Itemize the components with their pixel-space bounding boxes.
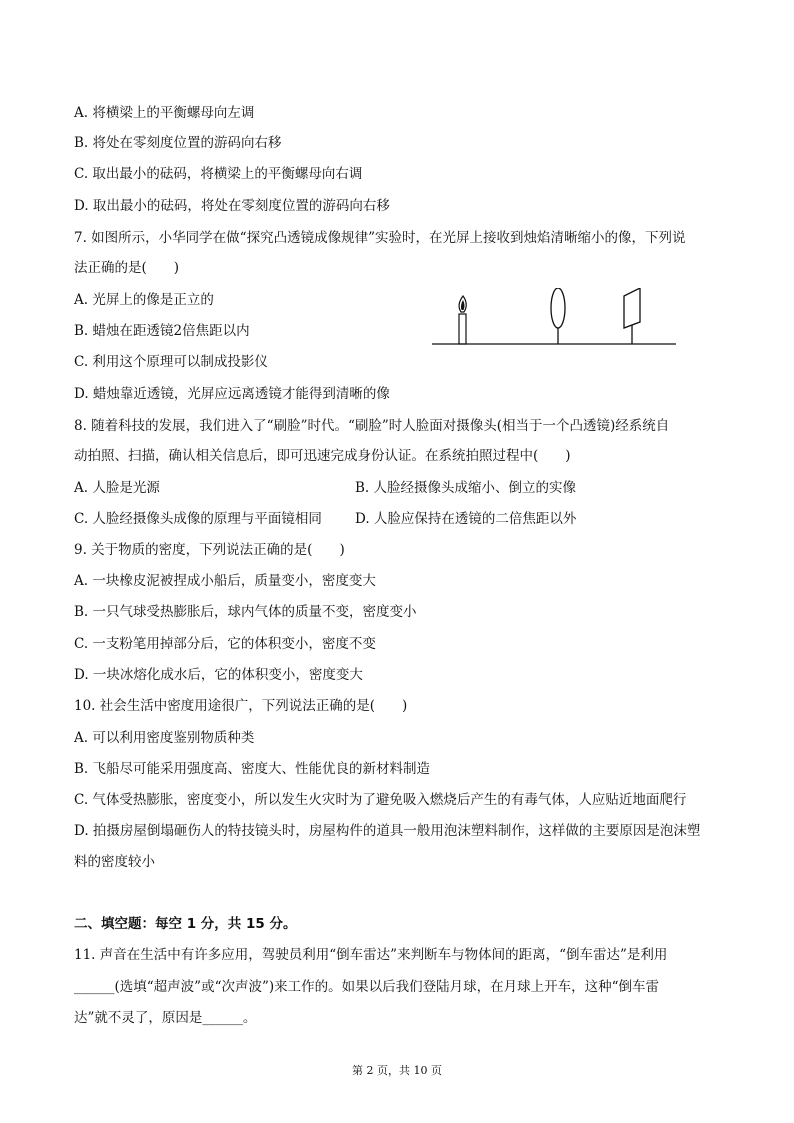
q8-option-a: A. 人脸是光源 [74, 480, 160, 496]
q8-option-d: D. 人脸应保持在透镜的二倍焦距以外 [355, 511, 577, 527]
section-heading: 二、填空题：每空 1 分，共 15 分。 [74, 916, 297, 932]
q11-line3: 达”就不灵了，原因是______。 [74, 1010, 257, 1026]
q8-option-c: C. 人脸经摄像头成像的原理与平面镜相同 [74, 511, 322, 527]
q10-option-b: B. 飞船尽可能采用强度高、密度大、性能优良的新材料制造 [74, 761, 431, 777]
q7-stem-line1: 7. 如图所示，小华同学在做“探究凸透镜成像规律”实验时，在光屏上接收到烛焰清晰缩小的像，下列说 [74, 230, 686, 246]
q9-option-b: B. 一只气球受热膨胀后，球内气体的质量不变，密度变小 [74, 604, 417, 620]
q11-line2: ______(选填“超声波”或“次声波”)来工作的。如果以后我们登陆月球，在月球上开车，这种“倒车雷 [74, 979, 660, 995]
q10-option-a: A. 可以利用密度鉴别物质种类 [74, 730, 255, 746]
q7-option-a: A. 光屏上的像是正立的 [74, 292, 214, 308]
convex-lens-icon [551, 288, 565, 344]
q8-stem-line2: 动拍照、扫描，确认相关信息后，即可迅速完成身份认证。在系统拍照过程中( ) [74, 448, 571, 464]
light-screen-icon [624, 288, 640, 344]
q10-option-d-line1: D. 拍摄房屋倒塌砸伤人的特技镜头时，房屋构件的道具一般用泡沫塑料制作，这样做的主要原因是泡沫塑 [74, 823, 701, 839]
q9-option-c: C. 一支粉笔用掉部分后，它的体积变小，密度不变 [74, 636, 376, 652]
q10-option-c: C. 气体受热膨胀，密度变小，所以发生火灾时为了避免吸入燃烧后产生的有毒气体，人应贴近地面爬行 [74, 792, 687, 808]
q8-option-b: B. 人脸经摄像头成缩小、倒立的实像 [355, 480, 577, 496]
candle-icon [459, 296, 466, 344]
q6-option-b: B. 将处在零刻度位置的游码向右移 [74, 135, 282, 151]
q10-stem: 10. 社会生活中密度用途很广，下列说法正确的是( ) [74, 698, 408, 714]
q6-option-a: A. 将横梁上的平衡螺母向左调 [74, 105, 255, 121]
q6-option-c: C. 取出最小的砝码，将横梁上的平衡螺母向右调 [74, 166, 363, 182]
q7-option-b: B. 蜡烛在距透镜2倍焦距以内 [74, 323, 250, 339]
q9-option-a: A. 一块橡皮泥被捏成小船后，质量变小，密度变大 [74, 573, 376, 589]
q7-stem-line2: 法正确的是( ) [74, 260, 180, 276]
q6-option-d: D. 取出最小的砝码，将处在零刻度位置的游码向右移 [74, 198, 390, 214]
lens-experiment-figure [430, 288, 680, 353]
q7-option-c: C. 利用这个原理可以制成投影仪 [74, 354, 268, 370]
q11-line1: 11. 声音在生活中有许多应用，驾驶员利用“倒车雷达”来判断车与物体间的距离，“倒车雷达”是利用 [74, 947, 668, 963]
q9-stem: 9. 关于物质的密度，下列说法正确的是( ) [74, 542, 345, 558]
page-footer: 第 2 页，共 10 页 [352, 1064, 442, 1077]
q10-option-d-line2: 料的密度较小 [74, 854, 155, 870]
q7-option-d: D. 蜡烛靠近透镜，光屏应远离透镜才能得到清晰的像 [74, 386, 390, 402]
q8-stem-line1: 8. 随着科技的发展，我们进入了“刷脸”时代。“刷脸”时人脸面对摄像头(相当于一个凸透镜)经系统自 [74, 418, 670, 434]
q9-option-d: D. 一块冰熔化成水后，它的体积变小，密度变大 [74, 667, 363, 683]
